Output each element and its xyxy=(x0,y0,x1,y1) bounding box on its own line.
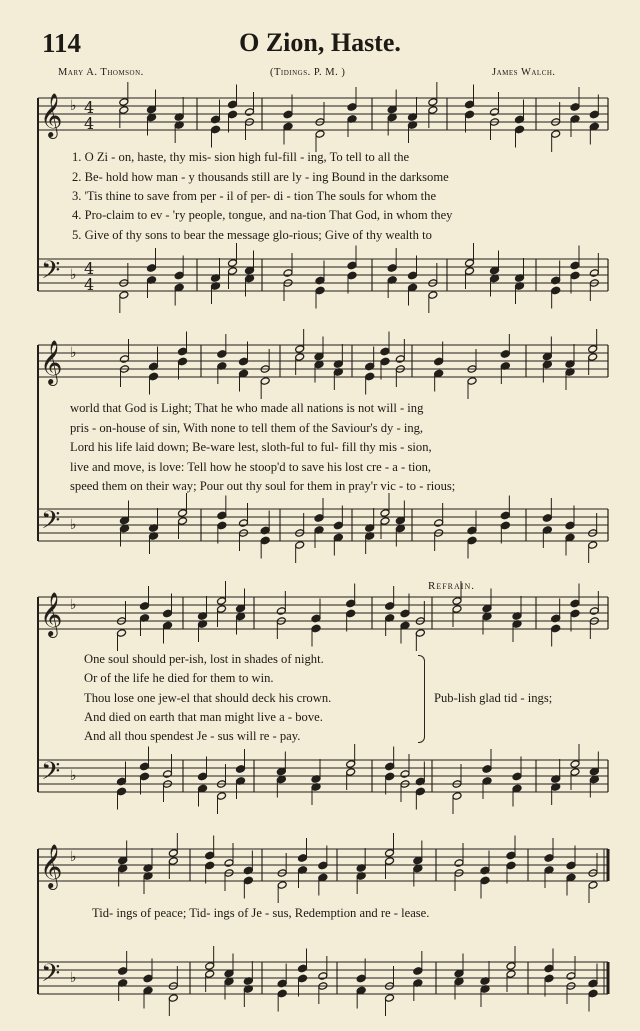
note-head xyxy=(117,787,127,796)
lyric-line: speed them on their way; Pour out thy soul for them in pray'r vic - to - rious; xyxy=(70,479,456,493)
note-head xyxy=(217,792,227,801)
note-head xyxy=(198,772,208,781)
note-head xyxy=(588,353,598,362)
note-head xyxy=(245,108,255,117)
note-head xyxy=(143,974,153,983)
note-head xyxy=(295,541,305,550)
note-head xyxy=(570,261,580,270)
lyric-line: 2. Be- hold how man - y thousands still are ly - ing Bound in the darksome xyxy=(72,170,449,184)
note-head xyxy=(512,772,522,781)
note-head xyxy=(140,602,150,611)
note-head xyxy=(178,357,188,366)
note-head xyxy=(589,110,599,119)
note-head xyxy=(236,765,246,774)
flat-icon: ♭ xyxy=(70,768,77,784)
note-head xyxy=(168,849,178,858)
note-head xyxy=(380,509,390,518)
note-head xyxy=(295,353,305,362)
lyric-line: 3. 'Tis thine to save from per - il of per- di - tion The souls for whom the xyxy=(72,189,437,203)
note-head xyxy=(239,519,249,528)
note-head xyxy=(385,857,395,866)
note-head xyxy=(480,876,490,885)
author-credit: Mary A. Thomson. xyxy=(58,67,144,78)
note-head xyxy=(500,521,510,530)
note-head xyxy=(295,345,305,354)
note-head xyxy=(217,521,227,530)
note-head xyxy=(395,355,405,364)
flat-icon: ♭ xyxy=(70,849,77,865)
note-head xyxy=(428,98,438,107)
note-head xyxy=(570,599,580,608)
note-head xyxy=(465,100,475,109)
note-head xyxy=(570,768,580,777)
note-head xyxy=(551,130,561,139)
note-head xyxy=(385,849,395,858)
note-head xyxy=(380,357,390,366)
note-head xyxy=(149,372,159,381)
note-head xyxy=(565,521,575,530)
note-head xyxy=(298,974,308,983)
note-head xyxy=(452,605,462,614)
note-head xyxy=(117,629,127,638)
note-head xyxy=(140,772,150,781)
flat-icon: ♭ xyxy=(70,517,77,533)
note-head xyxy=(515,125,525,134)
bass-clef-icon: 𝄢 xyxy=(41,256,61,291)
bass-clef-icon: 𝄢 xyxy=(41,959,61,994)
note-head xyxy=(588,989,598,998)
note-head xyxy=(434,357,444,366)
note-head xyxy=(566,861,576,870)
note-head xyxy=(467,536,477,545)
note-head xyxy=(298,854,308,863)
note-head xyxy=(544,854,554,863)
treble-clef-icon: 𝄞 xyxy=(40,844,63,888)
flat-icon: ♭ xyxy=(70,98,77,114)
note-head xyxy=(163,609,173,618)
note-head xyxy=(500,350,510,359)
note-head xyxy=(413,967,423,976)
note-head xyxy=(228,100,238,109)
flat-icon: ♭ xyxy=(70,970,77,986)
note-head xyxy=(452,792,462,801)
note-head xyxy=(408,271,418,280)
flat-icon: ♭ xyxy=(70,345,77,361)
note-head xyxy=(588,541,598,550)
note-head xyxy=(346,760,356,769)
note-head xyxy=(365,372,375,381)
note-head xyxy=(570,271,580,280)
note-head xyxy=(217,511,227,520)
note-head xyxy=(356,974,366,983)
note-head xyxy=(315,286,325,295)
composer-credit: James Walch. xyxy=(492,67,556,78)
note-head xyxy=(318,861,328,870)
note-head xyxy=(178,347,188,356)
note-head xyxy=(400,770,410,779)
note-head xyxy=(314,514,324,523)
note-head xyxy=(570,760,580,769)
time-signature: 4 xyxy=(84,98,95,117)
note-head xyxy=(551,286,561,295)
lyric-line: 5. Give of thy sons to bear the message glo-rious; Give of thy wealth to xyxy=(72,228,432,242)
note-head xyxy=(228,267,238,276)
note-head xyxy=(311,624,321,633)
refrain-label: Refrain. xyxy=(428,580,475,592)
time-signature: 4 xyxy=(84,114,95,133)
note-head xyxy=(467,377,477,386)
flat-icon: ♭ xyxy=(70,597,77,613)
note-head xyxy=(347,261,357,270)
note-head xyxy=(283,110,293,119)
note-head xyxy=(168,994,178,1003)
note-head xyxy=(243,876,253,885)
note-head xyxy=(588,345,598,354)
note-head xyxy=(385,772,395,781)
note-head xyxy=(174,271,184,280)
note-head xyxy=(118,967,128,976)
note-head xyxy=(315,130,325,139)
time-signature: 4 xyxy=(84,275,95,294)
lyric-line: pris - on-house of sin, With none to tell them of the Saviour's dy - ing, xyxy=(70,421,424,435)
note-head xyxy=(452,597,462,606)
note-head xyxy=(346,599,356,608)
note-head xyxy=(205,962,215,971)
lyric-line: Or of the life he died for them to win. xyxy=(84,671,274,685)
note-head xyxy=(380,347,390,356)
note-head xyxy=(454,859,464,868)
note-head xyxy=(385,762,395,771)
note-head xyxy=(119,291,129,300)
lyric-line: And all thou spendest Je - sus will re - pay. xyxy=(84,729,301,743)
note-head xyxy=(542,514,552,523)
note-head xyxy=(283,269,293,278)
note-head xyxy=(318,972,328,981)
note-head xyxy=(434,519,444,528)
note-head xyxy=(566,972,576,981)
lyric-line: Lord his life laid down; Be-ware lest, sloth-ful to ful- fill thy mis - sion, xyxy=(70,440,432,454)
note-head xyxy=(163,770,173,779)
note-head xyxy=(387,264,397,273)
treble-clef-icon: 𝄞 xyxy=(40,592,63,636)
note-head xyxy=(147,264,157,273)
note-head xyxy=(500,511,510,520)
time-signature: 4 xyxy=(84,259,95,278)
refrain-text: Pub-lish glad tid - ings; xyxy=(434,691,553,705)
note-head xyxy=(178,509,188,518)
note-head xyxy=(260,536,270,545)
note-head xyxy=(168,857,178,866)
note-head xyxy=(277,989,287,998)
note-head xyxy=(490,108,500,117)
note-head xyxy=(277,881,287,890)
lyric-line: And died on earth that man might live a - bove. xyxy=(84,710,323,724)
note-head xyxy=(385,602,395,611)
verse-brace xyxy=(418,655,425,743)
note-head xyxy=(205,970,215,979)
note-head xyxy=(205,851,215,860)
note-head xyxy=(239,357,249,366)
note-head xyxy=(465,259,475,268)
note-head xyxy=(228,259,238,268)
note-head xyxy=(217,597,227,606)
tune-name: (Tidings. P. M. ) xyxy=(270,67,346,78)
note-head xyxy=(428,106,438,115)
note-head xyxy=(544,964,554,973)
note-head xyxy=(205,861,215,870)
hymn-number: 114 xyxy=(42,28,82,58)
note-head xyxy=(400,609,410,618)
note-head xyxy=(506,861,516,870)
note-head xyxy=(224,859,234,868)
note-head xyxy=(544,974,554,983)
treble-clef-icon: 𝄞 xyxy=(40,340,63,384)
note-head xyxy=(347,103,357,112)
lyric-line: world that God is Light; That he who made all nations is not will - ing xyxy=(70,401,424,415)
note-head xyxy=(415,629,425,638)
note-head xyxy=(570,609,580,618)
note-head xyxy=(346,768,356,777)
note-head xyxy=(506,851,516,860)
note-head xyxy=(347,271,357,280)
note-head xyxy=(217,605,227,614)
note-head xyxy=(380,517,390,526)
note-head xyxy=(465,110,475,119)
note-head xyxy=(119,98,129,107)
note-head xyxy=(482,765,492,774)
note-head xyxy=(298,964,308,973)
note-head xyxy=(589,607,599,616)
lyric-line: 4. Pro-claim to ev - 'ry people, tongue, and na-tion That God, in whom they xyxy=(72,208,453,222)
bass-clef-icon: 𝄢 xyxy=(41,757,61,792)
lyric-line: 1. O Zi - on, haste, thy mis- sion high ful-fill - ing, To tell to all the xyxy=(72,150,410,164)
note-head xyxy=(228,110,238,119)
note-head xyxy=(428,291,438,300)
bass-clef-icon: 𝄢 xyxy=(41,506,61,541)
lyric-line: Thou lose one jew-el that should deck his crown. xyxy=(84,691,332,705)
note-head xyxy=(211,125,221,134)
treble-clef-icon: 𝄞 xyxy=(40,93,63,137)
note-head xyxy=(570,103,580,112)
note-head xyxy=(333,521,343,530)
hymn-title: O Zion, Haste. xyxy=(239,28,401,57)
note-head xyxy=(506,962,516,971)
note-head xyxy=(217,350,227,359)
note-head xyxy=(588,881,598,890)
note-head xyxy=(260,377,270,386)
note-head xyxy=(140,762,150,771)
note-head xyxy=(551,624,561,633)
note-head xyxy=(385,994,395,1003)
note-head xyxy=(120,355,130,364)
flat-icon: ♭ xyxy=(70,267,77,283)
note-head xyxy=(415,787,425,796)
note-head xyxy=(506,970,516,979)
lyric-line: One soul should per-ish, lost in shades of night. xyxy=(84,652,324,666)
note-head xyxy=(465,267,475,276)
lyric-line: live and move, is love: Tell how he stoop'd to save his lost cre - a - tion, xyxy=(70,460,432,474)
note-head xyxy=(276,607,286,616)
note-head xyxy=(589,269,599,278)
note-head xyxy=(346,609,356,618)
lyric-line: Tid- ings of peace; Tid- ings of Je - sus, Redemption and re - lease. xyxy=(92,906,430,920)
note-head xyxy=(178,517,188,526)
note-head xyxy=(119,106,129,115)
